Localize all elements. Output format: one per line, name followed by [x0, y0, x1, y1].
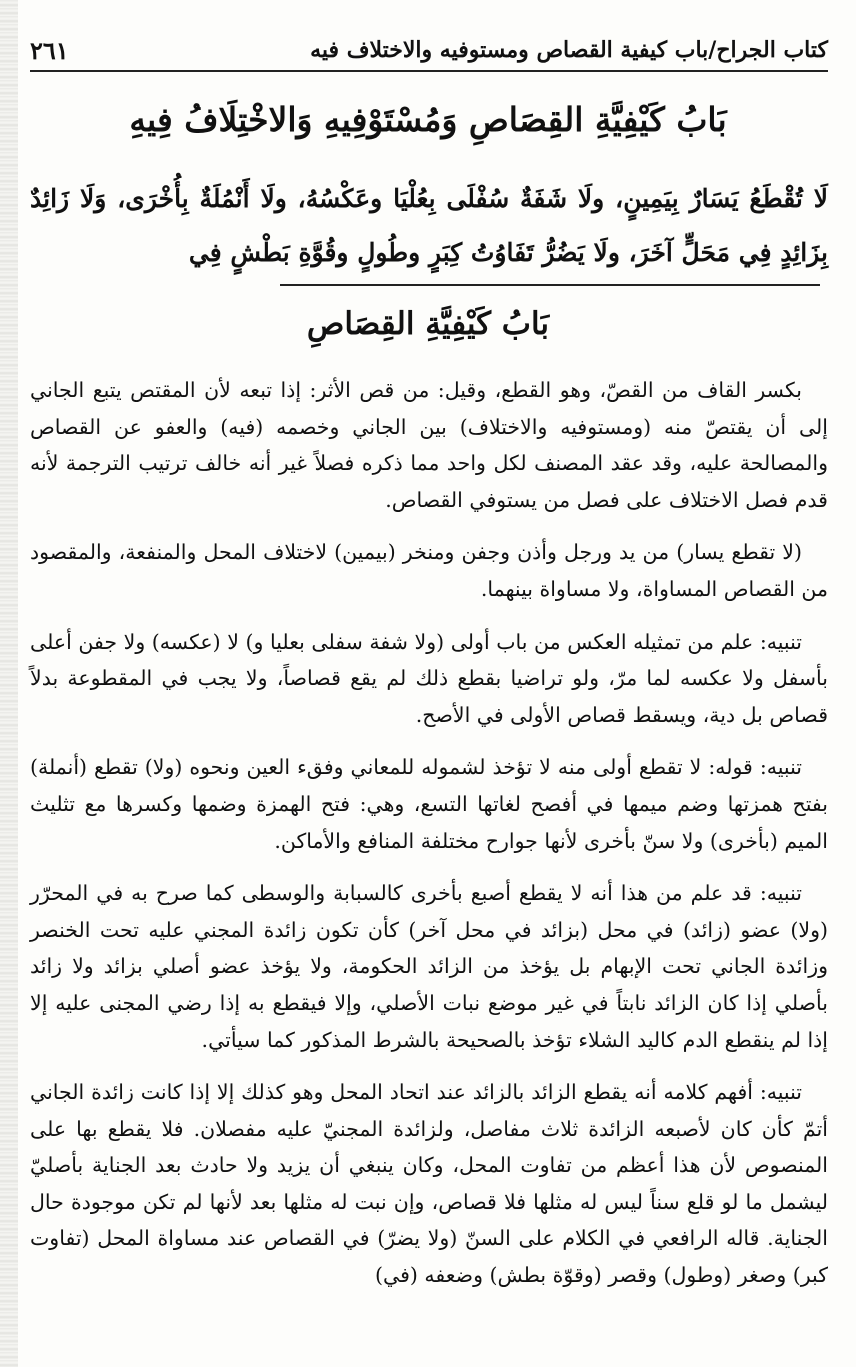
- running-title: كتاب الجراح/باب كيفية القصاص ومستوفيه والاختلاف فيه: [310, 37, 828, 63]
- commentary-paragraph: تنبيه: قوله: لا تقطع أولى منه لا تؤخذ لشموله للمعاني وفقء العين ونحوه (ولا) تقطع (أنملة) بفتح همزتها وضم ميمها في أفصح لغاتها التسع، وهي: فتح الهمزة وضمها وكسرها مع تثليث الميم (بأخرى) ولا سنّ بأخرى لأنها جوارح مختلفة المنافع والأماكن.: [30, 755, 828, 853]
- page-number: ٢٦١: [30, 35, 69, 65]
- page-spine-shadow: [0, 0, 18, 1367]
- commentary-body: [30, 372, 828, 1310]
- commentary-paragraph: (لا تقطع يسار) من يد ورجل وأذن وجفن ومنخر (بيمين) لاختلاف المحل والمنفعة، والمقصود من القصاص المساواة، ولا مساواة بينهما.: [30, 540, 828, 601]
- matn-text: لَا تُقْطَعُ يَسَارٌ بِيَمِينٍ، ولَا شَفَةٌ سُفْلَى بِعُلْيَا وعَكْسُهُ، ولَا أَنْمُلَةٌ بِأُخْرَى، وَلَا زَائِدٌ بِزَائِدٍ فِي مَحَلٍّ آخَرَ، ولَا يَضُرُّ تَفَاوُتُ كِبَرٍ وطُولٍ وقُوَّةِ بَطْشٍ فِي: [30, 184, 828, 267]
- commentary-title: بَابُ كَيْفِيَّةِ القِصَاصِ: [306, 306, 550, 342]
- commentary-paragraph: تنبيه: قد علم من هذا أنه لا يقطع أصبع بأخرى كالسبابة والوسطى كما صرح به في المحرّر (ولا) عضو (زائد) في محل (بزائد في محل آخر) كأن تكون زائدة المجني عليه تحت الخنصر وزائدة الجاني تحت الإبهام بل يؤخذ من الزائد الحكومة، ولا يؤخذ عضو أصلي بزائد ولا زائد بأصلي إذا كان الزائد نابتاً في غير موضع نبات الأصلي، وإلا فيقطع به إذا رضي المجنى عليه إلا إذا لم ينقطع الدم كاليد الشلاء تؤخذ بالصحيحة بالشرط المذكور كما سيأتي.: [30, 881, 828, 1052]
- commentary-paragraph: تنبيه: علم من تمثيله العكس من باب أولى (ولا شفة سفلى بعليا و) لا (عكسه) ولا جفن أعلى بأسفل ولا عكسه لما مرّ، ولو تراضيا بقطع ذلك لم يقع قصاصاً، ولا يجب في المقطوعة بدلاً قصاص بل دية، ويسقط قصاص الأولى في الأصح.: [30, 629, 828, 727]
- commentary-paragraph: تنبيه: أفهم كلامه أنه يقطع الزائد بالزائد عند اتحاد المحل وهو كذلك إلا إذا كانت زائدة الجاني أتمّ كأن كان لأصبعه الزائدة ثلاث مفاصل، ولزائدة المجنيّ عليه مفصلان. فلا يقطع بها على المنصوص لأن هذا أعظم من تفاوت المحل، وكان ينبغي أن يزيد ولا حادث بعد الجناية بأصليّ ليشمل ما لو قلع سناً ليس له مثلها فلا قصاص، وإن نبت له مثلها بعد لأنها لم تكن موجودة حال الجناية. قاله الرافعي في الكلام على السنّ (ولا يضرّ) في القصاص عند مساواة المحل (تفاوت كبر) وصغر (وطول) وقصر (وقوّة بطش) وضعفه (في): [30, 1080, 828, 1288]
- chapter-title: بَابُ كَيْفِيَّةِ القِصَاصِ وَمُسْتَوْفِيهِ وَالاخْتِلَافُ فِيهِ: [129, 100, 727, 139]
- matn-separator-rule: [280, 284, 820, 286]
- running-header: [30, 30, 828, 72]
- commentary-paragraph: بكسر القاف من القصّ، وهو القطع، وقيل: من قص الأثر: إذا تبعه لأن المقتص يتبع الجاني إلى أن يقتصّ منه (ومستوفيه والاختلاف) بين الجاني وخصمه (فيه) والعفو عن القصاص والمصالحة عليه، وقد عقد المصنف لكل واحد مما ذكره فصلاً غير أنه خالف ترتيب الترجمة لأنه قدم فصل الاختلاف على فصل من يستوفي القصاص.: [30, 378, 828, 512]
